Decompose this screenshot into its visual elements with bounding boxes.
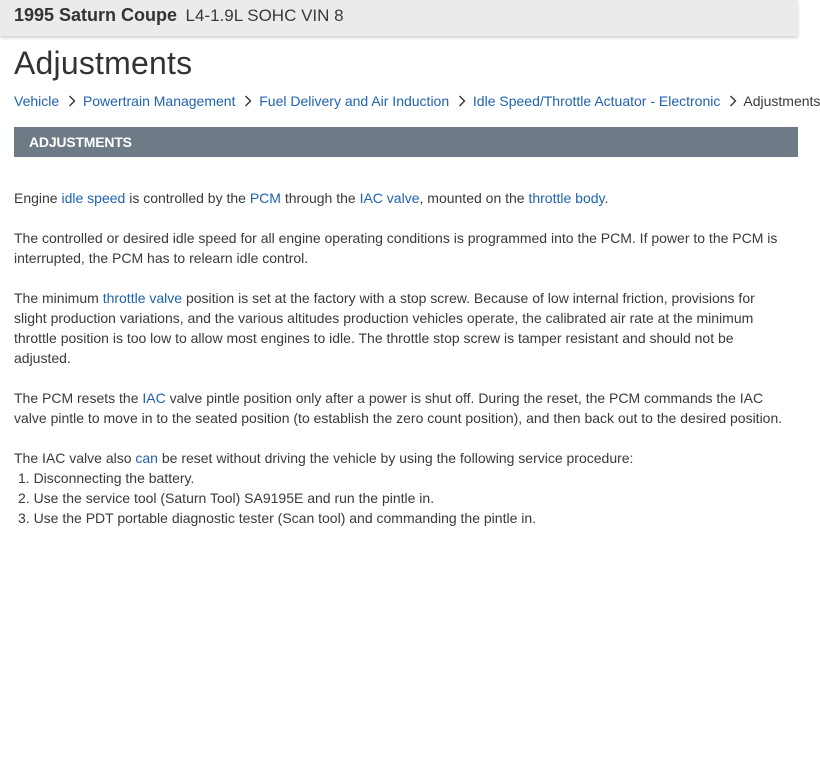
article-content: [14, 188, 790, 528]
text: be reset without driving the vehicle by using the following service procedure:: [157, 450, 634, 466]
text: position is set at the factory with a stop screw. Because of low internal friction, provisions for slight production variations, and the various altitudes production vehicles operate, the calibrated air rate at the minimum throttle position is too low to allow most engines to idle. The throttle stop screw is tamper resistant and should not be adjusted.: [14, 290, 755, 366]
list-item: 2. Use the service tool (Saturn Tool) SA9195E and run the pintle in.: [18, 490, 435, 506]
breadcrumb-current: Adjustments: [743, 93, 820, 109]
vehicle-header: [0, 0, 798, 36]
list-item: 3. Use the PDT portable diagnostic tester (Scan tool) and commanding the pintle in.: [18, 510, 537, 526]
link-iac[interactable]: IAC: [142, 390, 166, 406]
vehicle-engine: L4-1.9L SOHC VIN 8: [185, 6, 344, 25]
section-header: ADJUSTMENTS: [14, 127, 798, 157]
chevron-right-icon: [66, 93, 77, 109]
paragraph-5: [14, 448, 790, 468]
breadcrumb-idle-speed[interactable]: Idle Speed/Throttle Actuator - Electronic: [472, 93, 721, 109]
breadcrumb-fuel-delivery[interactable]: Fuel Delivery and Air Induction: [259, 93, 450, 109]
text: valve pintle position only after a power is shut off. During the reset, the PCM commands the IAC valve pintle to move in to the seated position (to establish the zero count position), and then back out to the desired position.: [14, 390, 783, 426]
list-item: 1. Disconnecting the battery.: [18, 470, 195, 486]
paragraph-4: [14, 388, 790, 428]
paragraph-2: The controlled or desired idle speed for all engine operating conditions is programmed into the PCM. If power to the PCM is interrupted, the PCM has to relearn idle control.: [14, 230, 778, 266]
link-idle-speed[interactable]: idle speed: [61, 190, 126, 206]
chevron-right-icon: [456, 93, 467, 109]
chevron-right-icon: [242, 93, 253, 109]
paragraph-1: [14, 188, 790, 208]
vehicle-name: 1995 Saturn Coupe: [14, 5, 178, 25]
text: The PCM resets the: [14, 390, 143, 406]
text: , mounted on the: [419, 190, 529, 206]
text: The IAC valve also: [14, 450, 136, 466]
text: through the: [280, 190, 360, 206]
text: The minimum: [14, 290, 103, 306]
link-iac-valve[interactable]: IAC valve: [359, 190, 420, 206]
procedure-steps: [14, 468, 790, 528]
breadcrumb-powertrain-management[interactable]: Powertrain Management: [82, 93, 236, 109]
breadcrumb-vehicle[interactable]: Vehicle: [14, 93, 60, 109]
text: is controlled by the: [125, 190, 250, 206]
link-throttle-body[interactable]: throttle body: [528, 190, 605, 206]
text: Engine: [14, 190, 62, 206]
link-pcm[interactable]: PCM: [249, 190, 281, 206]
text: .: [604, 190, 609, 206]
paragraph-3: [14, 288, 790, 368]
breadcrumb: [14, 93, 820, 109]
page-title: Adjustments: [14, 45, 193, 81]
link-throttle-valve[interactable]: throttle valve: [102, 290, 183, 306]
chevron-right-icon: [727, 93, 738, 109]
link-can[interactable]: can: [135, 450, 158, 466]
